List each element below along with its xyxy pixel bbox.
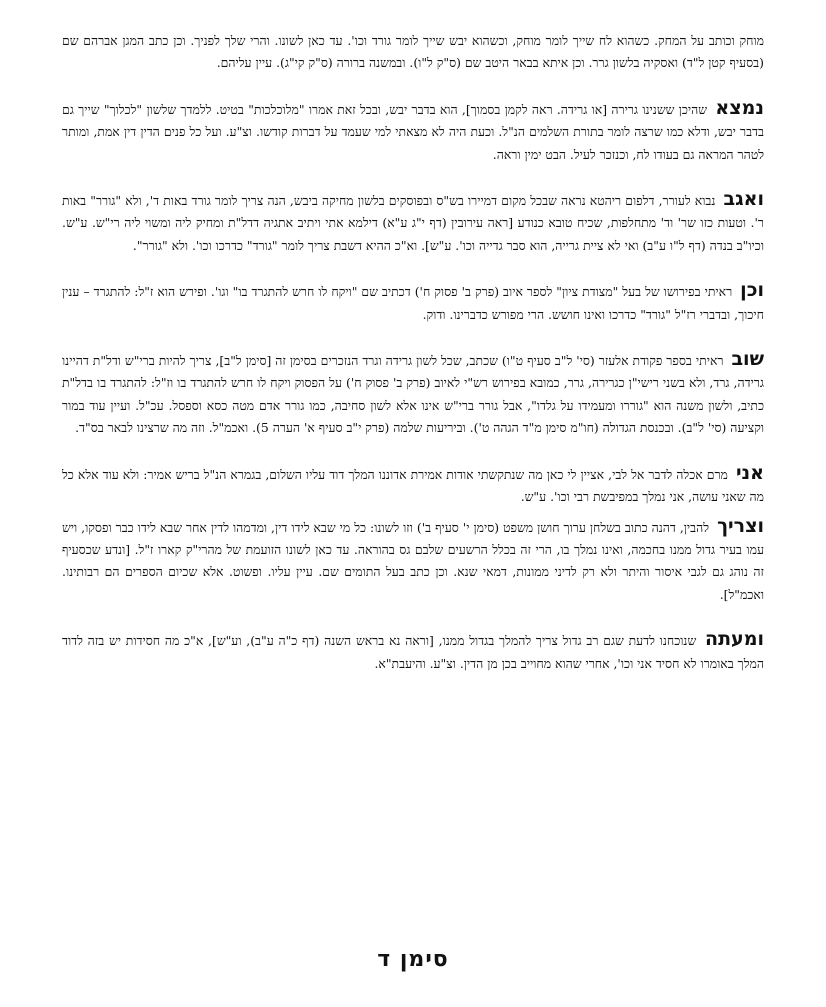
lead-word: ואגב: [723, 188, 764, 211]
paragraph-4: [62, 281, 764, 326]
paragraph-text: מוחק וכותב על המחק. כשהוא לח שייך לומר מוחק, וכשהוא יבש שייך לומר גורד וכו'. עד כאן לשונו. והרי שלך לפניך. וכן כתב המגן אברהם שם (בסעיף קטן ל"ד) ואסקיה בלשון גרר. וכן איתא בבאר היטב שם (ס"ק ל"ו). ובמשנה ברורה (ס"ק קי"ג). עיין עליהם.: [62, 33, 764, 71]
paragraph-7: [62, 514, 764, 607]
paragraph-text: להבין, דהנה כתוב בשלחן ערוך חושן משפט (סימן י' סעיף ב') וזו לשונו: כל מי שבא לידו דין, ומדמהו לדין אחר שבא לידו כבר ופסקו, ויש עמו בעיר גדול ממנו בחכמה, ואינו נמלך בו, הרי זה בכלל הרשעים שלבם גס בהוראה. עד כאן לשונו הזועמת של מהרי"ק קארו ז"ל. [ונדע שכסעיף זה נוהג גם לגבי איסור והיתר ולא רק לדיני ממונות, דמאי שנא. וכן כתב בעל התומים שם. עיין עליו. ופשוט. אלא שכיום הספרים הם רבותינו. ואכמ"ל].: [62, 519, 764, 602]
paragraph-2: [62, 96, 764, 166]
lead-word: וצריך: [717, 514, 764, 537]
siman-heading: סימן ד: [377, 947, 449, 972]
paragraph-5: [62, 350, 764, 440]
paragraph-text: מרם אכלה לדבר אל לבי, אציין לי כאן מה שנתקשתי אודות אמירת אדוננו המלך דוד עליו השלום, בגמרא הנ"ל בריש אמיר: ולא עוד אלא כל מה שאני עושה, אני נמלך במפיבשת רבי וכו'. ע"ש.: [62, 466, 764, 505]
paragraph-text: שהיכן ששנינו גרירה [או גרידה. ראה לקמן בסמוך], הוא בדבר יבש, ובכל זאת אמרו "מלוכלכות" בטיט. ללמדך שלשון "לכלוך" שייך גם בדבר יבש, ודלא כמו שרצה לומר בתורת השלמים הנ"ל. וכעת היה לא מצאתי למי שעמד על דברות קודשו. וצ"ע. ועל כל פנים הדין דין אמת, ומותר לטהר המראה גם בעודו לח, וכנזכר לעיל. הבט ימין וראה.: [62, 101, 764, 162]
paragraph-8: [62, 630, 764, 675]
lead-word: ומעתה: [705, 628, 764, 651]
lead-word: נמצא: [715, 96, 764, 119]
paragraph-1: [62, 30, 764, 75]
lead-word: וכן: [740, 279, 764, 302]
paragraph-text: ראיתי בספר פקודת אלעזר (סי' ל"ב סעיף ט"ו) שכתב, שכל לשון גרידה וגרד הנזכרים בסימן זה [סימן ל"ב], צריך להיות ברי"ש ודל"ת דהיינו גרידה, גרד, ולא בשני רישי"ן כגרירה, גרר, כמובא בפירוש רש"י לאיוב (פרק ב' פסוק ח') על הפסוק ויקח לו חרש להתגרד בו וז"ל: להתגרד בו בדל"ת כתיב, ולשון משנה הוא "גוררו ומעמידו על גלדו", אבל גורר ברי"ש אינו אלא לשון סחיבה, כמו גורר אדם מטה כסא וספסל. עכ"ל. ועיין עוד במור וקציעה (סי' ל"ב). ובכנסת הגדולה (חו"מ סימן מ"ד הגהה ט'). וביריעות שלמה (פרק י"ב סעיף א' הערה 5). ואכמ"ל. וזה מה שרצינו לבאר בס"ד.: [62, 353, 764, 436]
paragraph-text: שנוכחנו לדעת שגם רב גדול צריך להמלך בגדול ממנו, [וראה נא בראש השנה (דף כ"ה ע"ב), וע"ש], א"כ מה חסידות יש בזה לדוד המלך באומרו לא חסיד אני וכו', אחרי שהוא מחוייב בכן מן הדין. וצ"ע. והיעבת"א.: [62, 633, 764, 671]
paragraph-text: נבוא לעורר, דלפום ריהטא נראה שבכל מקום דמיירו בש"ס ובפוסקים בלשון מחיקה ביבש, הנה צריך לומר גורד באות ד', ולא "גורר" באות ר'. וטעות כזו שר' וד' מתחלפות, שכיח טובא כנודע [ראה עירובין (דף י"ג ע"א) דילמא אתי ויתיב אתגיה דדל"ת ומחיק ליה ומשוי ליה רי"ש. ע"ש. וכיו"ב בנדה (דף ל"ו ע"ב) ואי לא ציית גרייה, הוא סבר גדייה וכו'. ע"ש]. וא"כ ההיא דשבת צריך לומר "גורד" כדרכו וכו'. ולא "גורר".: [62, 193, 764, 253]
paragraph-6: [62, 461, 764, 509]
paragraph-text: ראיתי בפירושו של בעל "מצודת ציון" לספר איוב (פרק ב' פסוק ח') דכתיב שם "ויקח לו חרש להתגרד בו" וגו'. ופירש הוא ז"ל: להתגרד – ענין חיכוך, ובדברי רז"ל "גורד" כדרכו ואינו חושש. הרי מפורש כדברינו. ודוק.: [62, 284, 764, 322]
lead-word: אני: [735, 461, 764, 484]
paragraph-3: [62, 190, 764, 257]
lead-word: שוב: [731, 348, 764, 371]
